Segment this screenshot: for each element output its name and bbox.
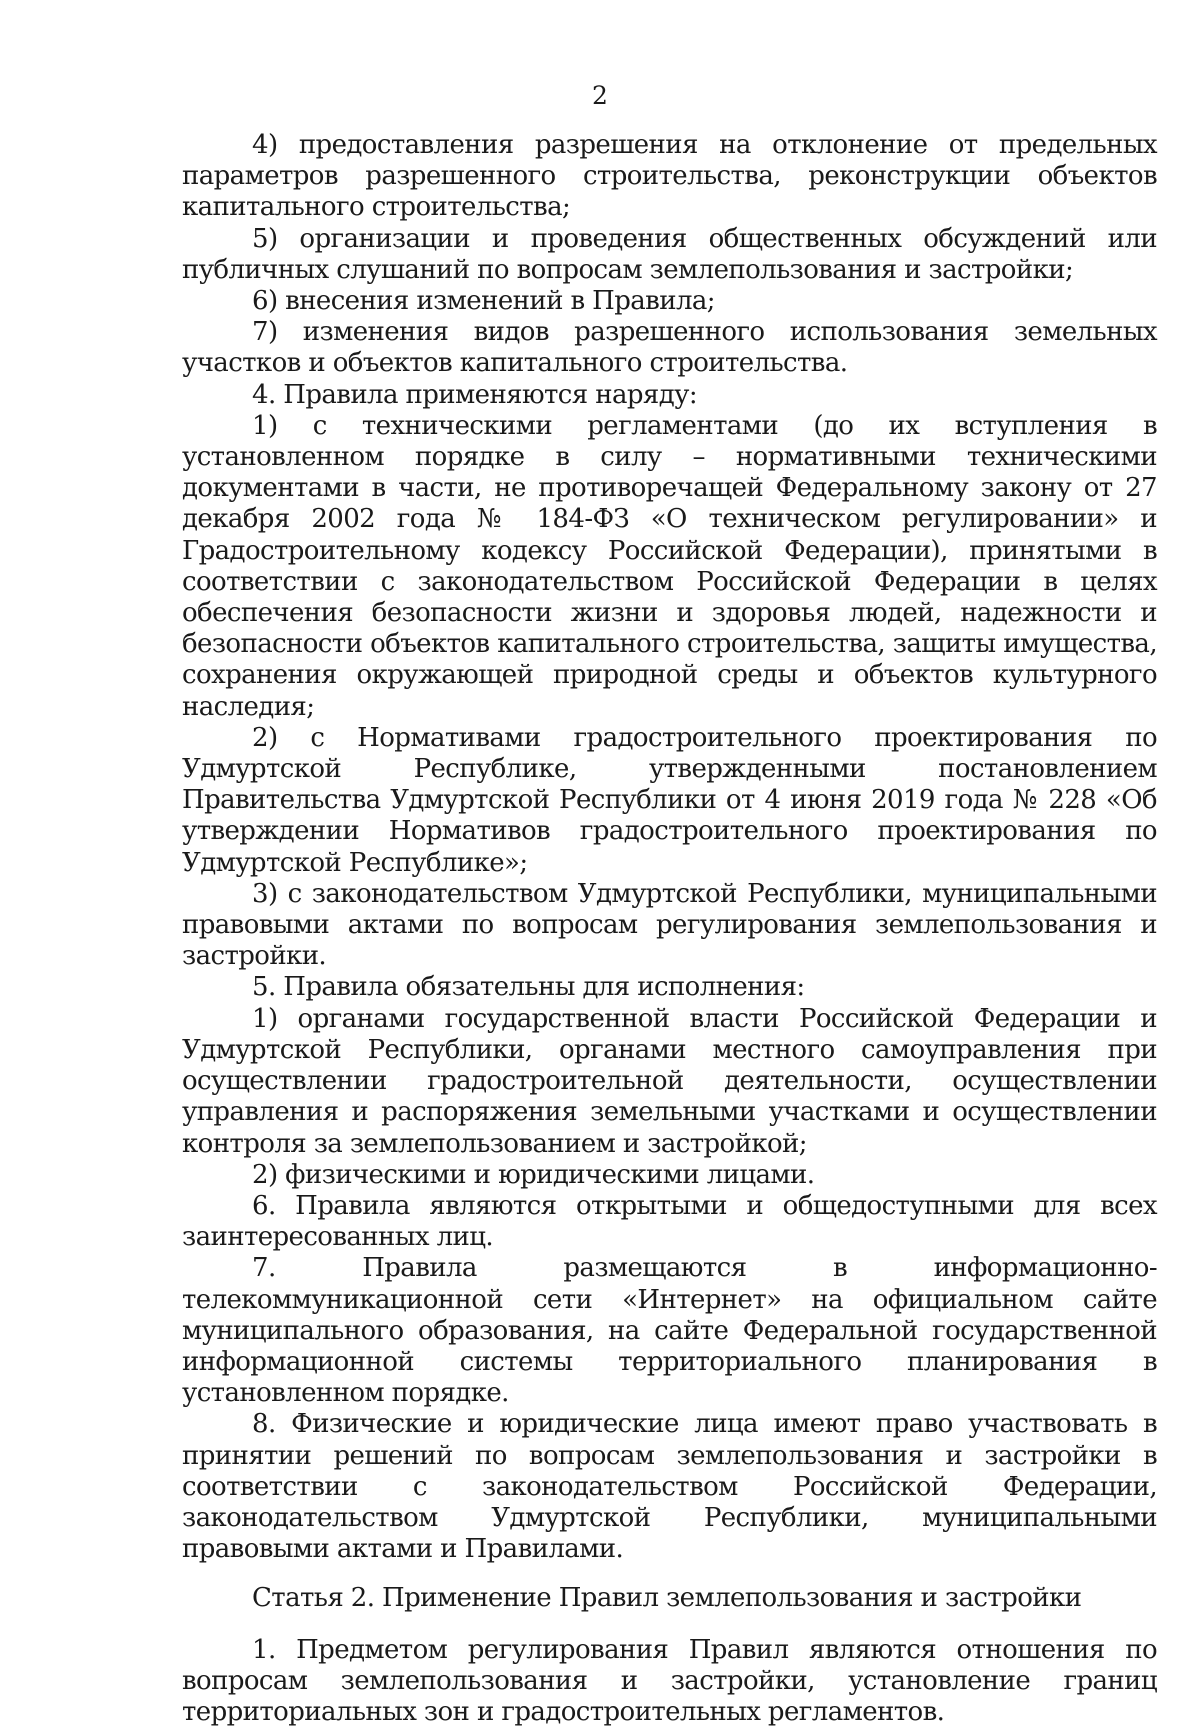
paragraph-item-4: 4) предоставления разрешения на отклонение от предельных параметров разрешенного строительства, реконструкции объектов капитального строительства; <box>182 130 1157 223</box>
article-2-paragraph-1: 1. Предметом регулирования Правил являются отношения по вопросам землепользования и застройки, установление границ территориальных зон и градостроительных регламентов. <box>182 1634 1157 1727</box>
paragraph-clause-7: 7. Правила размещаются в информационно-телекоммуникационной сети «Интернет» на официальном сайте муниципального образования, на сайте Федеральной государственной информационной системы территориального планирования в установленном порядке. <box>182 1253 1157 1409</box>
paragraph-clause-4-item-3: 3) с законодательством Удмуртской Республики, муниципальными правовыми актами по вопросам регулирования землепользования и застройки. <box>182 878 1157 972</box>
paragraph-item-7: 7) изменения видов разрешенного использования земельных участков и объектов капитального строительства. <box>182 317 1157 379</box>
paragraph-clause-4-item-1: 1) с техническими регламентами (до их вступления в установленном порядке в силу – нормативными техническими документами в части, не противоречащей Федеральному закону от 27 декабря 2002 года № 184-ФЗ «О техническом регулировании» и Градостроительному кодексу Российской Федерации), принятыми в соответствии с законодательством Российской Федерации в целях обеспечения безопасности жизни и здоровья людей, надежности и безопасности объектов капитального строительства, защиты имущества, сохранения окружающей природной среды и объектов культурного наследия; <box>182 410 1157 722</box>
paragraph-item-6: 6) внесения изменений в Правила; <box>252 286 715 317</box>
document-body <box>182 130 1157 1728</box>
page-number: 2 <box>592 81 608 110</box>
paragraph-clause-8: 8. Физические и юридические лица имеют право участвовать в принятии решений по вопросам землепользования и застройки в соответствии с законодательством Российской Федерации, законодательством Удмуртской Республики, муниципальными правовыми актами и Правилами. <box>182 1409 1157 1565</box>
paragraph-item-5: 5) организации и проведения общественных обсуждений или публичных слушаний по вопросам землепользования и застройки; <box>182 223 1157 285</box>
paragraph-clause-4-item-2: 2) с Нормативами градостроительного проектирования по Удмуртской Республике, утвержденными постановлением Правительства Удмуртской Республики от 4 июня 2019 года № 228 «Об утверждении Нормативов градостроительного проектирования по Удмуртской Республике»; <box>182 722 1157 878</box>
paragraph-clause-4: 4. Правила применяются наряду: <box>252 379 697 410</box>
paragraph-clause-6: 6. Правила являются открытыми и общедоступными для всех заинтересованных лиц. <box>182 1190 1157 1253</box>
paragraph-clause-5-item-1: 1) органами государственной власти Российской Федерации и Удмуртской Республики, органами местного самоуправления при осуществлении градостроительной деятельности, осуществлении управления и распоряжения земельными участками и осуществлении контроля за землепользованием и застройкой; <box>182 1003 1157 1159</box>
paragraph-clause-5: 5. Правила обязательны для исполнения: <box>252 972 805 1003</box>
article-heading: Статья 2. Применение Правил землепользования и застройки <box>252 1583 1082 1614</box>
paragraph-clause-5-item-2: 2) физическими и юридическими лицами. <box>252 1159 815 1190</box>
